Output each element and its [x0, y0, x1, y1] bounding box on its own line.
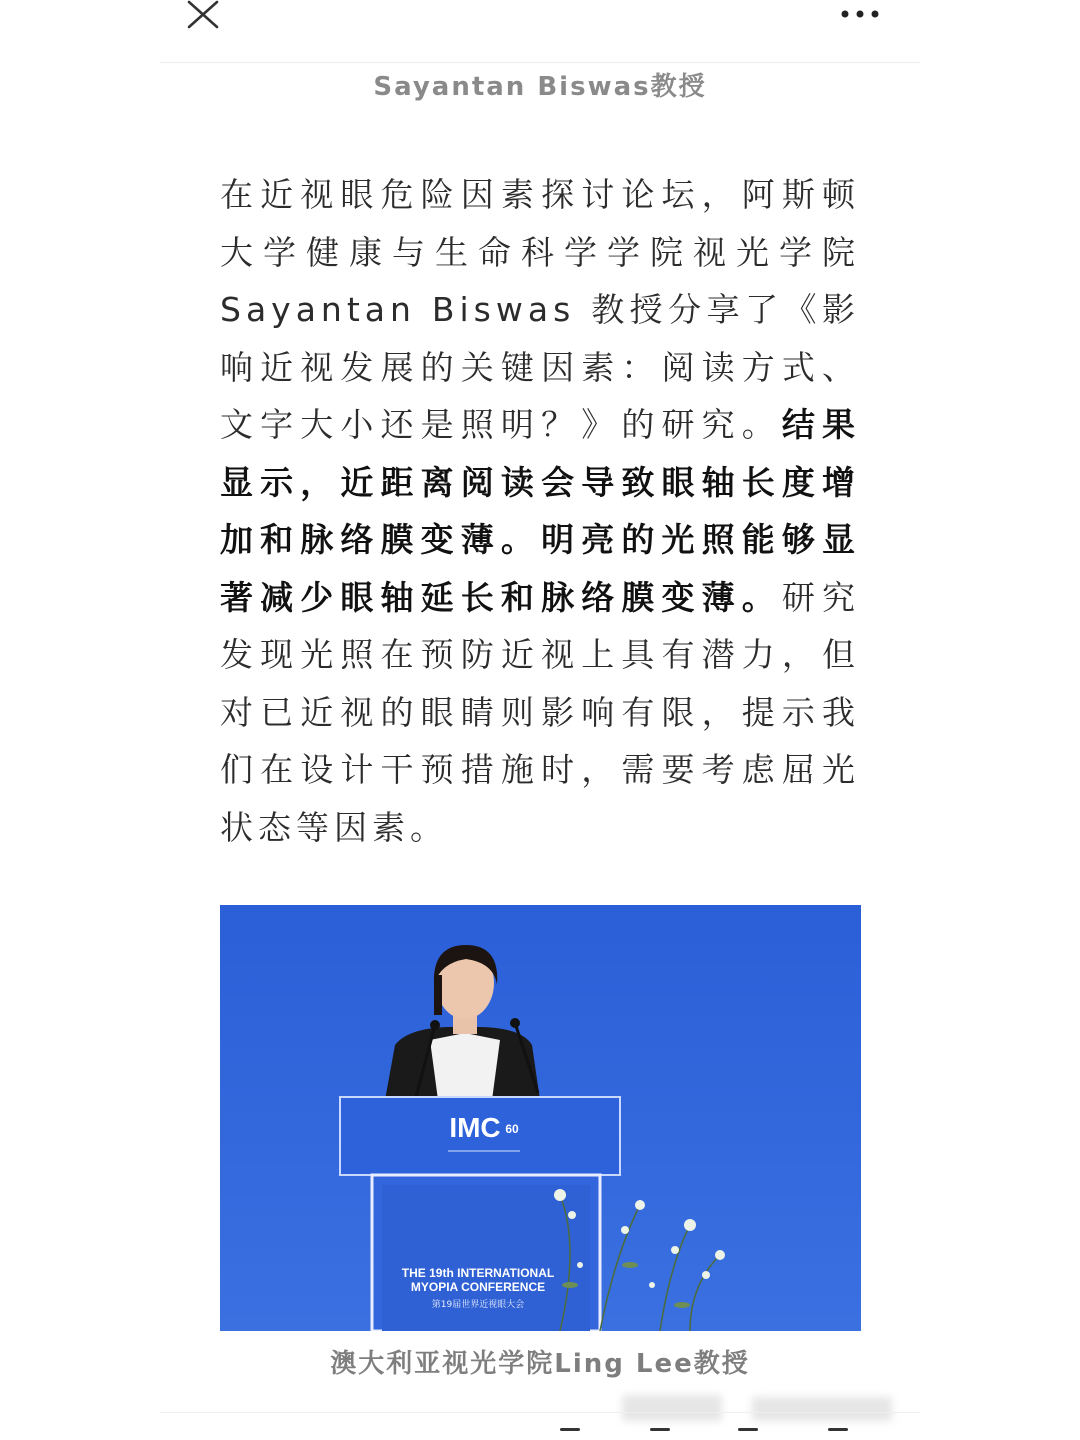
podium-logo: IMC — [449, 1112, 501, 1143]
podium-logo-sub: 60 — [505, 1122, 519, 1136]
podium-line-3: 第19届世界近视眼大会 — [431, 1300, 525, 1310]
top-image-caption: Sayantan Biswas教授 — [373, 72, 707, 102]
article-highlight: 结果显示，近距离阅读会导致眼轴长度增加和脉络膜变薄。明亮的光照能够显著减少眼轴延长和脉络膜变薄。 — [220, 405, 861, 617]
close-button[interactable] — [184, 0, 224, 30]
bottom-toolbar-fragment — [560, 1428, 580, 1431]
podium-line-2: MYOPIA CONFERENCE — [410, 1280, 546, 1294]
article-paragraph — [220, 166, 860, 856]
podium-line-1: THE 19th INTERNATIONAL — [401, 1266, 555, 1280]
blurred-watermark — [622, 1395, 722, 1421]
divider — [160, 1412, 920, 1413]
bottom-toolbar-fragment — [650, 1428, 670, 1431]
bottom-image-caption: 澳大利亚视光学院Ling Lee教授 — [330, 1349, 750, 1379]
article-intro: 在近视眼危险因素探讨论坛，阿斯顿大学健康与生命科学学院视光学院Sayantan Biswas 教授分享了《影响近视发展的关键因素：阅读方式、文字大小还是照明？》的研究。 — [220, 175, 860, 444]
article-conclusion: 研究发现光照在预防近视上具有潜力，但对已近视的眼睛则影响有限，提示我们在设计干预措施时，需要考虑屈光状态等因素。 — [220, 577, 861, 847]
podium — [340, 1097, 620, 1331]
blurred-watermark — [752, 1397, 892, 1421]
bottom-toolbar-fragment — [828, 1428, 848, 1431]
divider — [160, 62, 920, 63]
more-dots-icon — [838, 2, 884, 24]
more-button[interactable] — [838, 2, 884, 24]
speaker-photo[interactable] — [220, 905, 861, 1331]
bottom-toolbar-fragment — [738, 1428, 758, 1431]
top-bar — [0, 0, 1080, 62]
close-icon — [184, 0, 224, 30]
speaker-photo-illustration — [220, 905, 861, 1331]
